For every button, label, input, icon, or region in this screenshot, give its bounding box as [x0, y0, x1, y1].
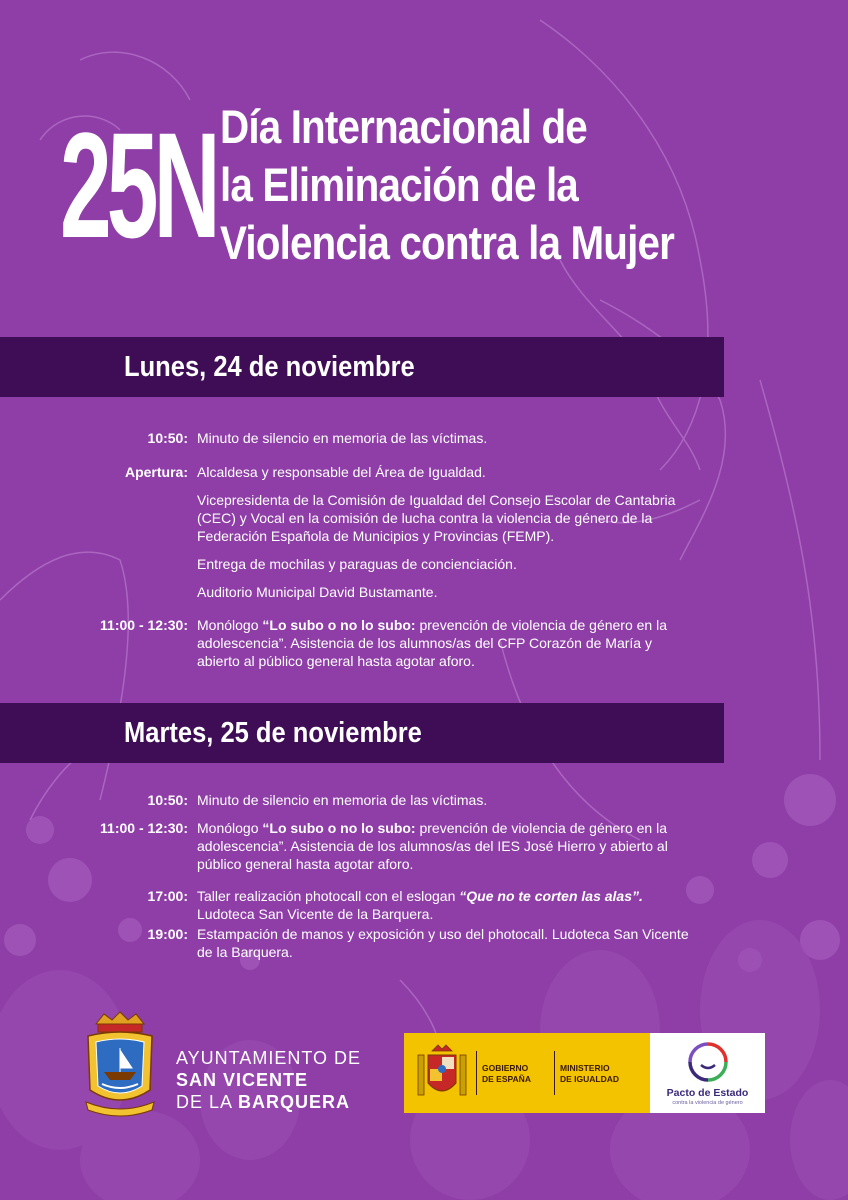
- event-row: [0, 583, 848, 601]
- event-row: [0, 887, 848, 923]
- gobierno-espana-logo: [404, 1033, 650, 1113]
- event-text: [197, 819, 697, 873]
- event-time: 17:00:: [147, 888, 188, 904]
- event-text-part: Monólogo: [197, 617, 263, 633]
- event-text: Minuto de silencio en memoria de las víctimas.: [197, 430, 488, 446]
- day-label: Martes, 25 de noviembre: [124, 717, 422, 749]
- event-text: Auditorio Municipal David Bustamante.: [197, 584, 438, 600]
- ayuntamiento-line-part: DE LA: [176, 1092, 239, 1112]
- event-time: 19:00:: [147, 926, 188, 942]
- tuesday-program: [0, 791, 848, 961]
- gobierno-text: DE ESPAÑA: [482, 1074, 531, 1084]
- ayuntamiento-logo-text: [176, 1047, 361, 1113]
- event-row: [0, 616, 848, 670]
- gobierno-text: MINISTERIO: [560, 1063, 610, 1073]
- event-text-part: Taller realización photocall con el eslogan: [197, 888, 460, 904]
- event-text: [197, 616, 697, 670]
- spain-coat-of-arms-icon: [416, 1043, 468, 1105]
- gobierno-col2: [560, 1063, 619, 1085]
- day-header-monday: [0, 337, 724, 397]
- gobierno-col1: [482, 1063, 531, 1085]
- event-text: Alcaldesa y responsable del Área de Igualdad.: [197, 464, 486, 480]
- event-text: Minuto de silencio en memoria de las víctimas.: [197, 792, 488, 808]
- pacto-subtitle: contra la violencia de género: [672, 1100, 743, 1106]
- coat-of-arms-logo: [82, 1010, 158, 1120]
- title-line: la Eliminación de la: [220, 158, 578, 211]
- event-text-part: Ludoteca San Vicente de la Barquera.: [197, 906, 434, 922]
- event-text-part: Monólogo: [197, 820, 263, 836]
- event-row: [0, 555, 848, 573]
- gobierno-text: DE IGUALDAD: [560, 1074, 620, 1084]
- event-text-bold: “Lo subo o no lo subo:: [262, 820, 416, 836]
- event-time: 11:00 - 12:30:: [100, 820, 188, 836]
- ayuntamiento-line: AYUNTAMIENTO DE: [176, 1048, 362, 1068]
- ayuntamiento-line: [176, 1091, 361, 1113]
- pacto-title: Pacto de Estado: [666, 1087, 749, 1099]
- event-time: 10:50:: [147, 430, 188, 446]
- ayuntamiento-line-part: BARQUERA: [238, 1092, 351, 1112]
- event-row: [0, 463, 848, 481]
- monday-program: [0, 429, 848, 670]
- gobierno-text: GOBIERNO: [482, 1063, 529, 1073]
- event-text: Vicepresidenta de la Comisión de Igualdad del Consejo Escolar de Cantabria (CEC) y Vocal en la comisión de lucha contra la violencia de género de la Federación Española de Municipios y Provincias (FEMP).: [197, 492, 676, 544]
- event-time: 11:00 - 12:30:: [100, 617, 188, 633]
- event-text: Entrega de mochilas y paraguas de concienciación.: [197, 556, 517, 572]
- event-time: Apertura:: [124, 464, 188, 480]
- event-text: Estampación de manos y exposición y uso del photocall. Ludoteca San Vicente de la Barquera.: [197, 926, 689, 960]
- day-label: Lunes, 24 de noviembre: [124, 351, 415, 383]
- title-line: Día Internacional de: [220, 100, 587, 153]
- pacto-de-estado-logo: [650, 1033, 765, 1113]
- event-row: [0, 791, 848, 809]
- event-text-part: prevención de violencia de género en la adolescencia”. Asistencia de los alumnos/as del IES José Hierro y abierto al público general hasta agotar aforo.: [197, 820, 668, 872]
- event-row: [0, 491, 848, 545]
- event-time: 10:50:: [147, 792, 188, 808]
- page-title: [220, 98, 820, 272]
- pacto-circle-icon: [687, 1041, 729, 1083]
- event-text-bold: “Lo subo o no lo subo:: [262, 617, 416, 633]
- event-row: [0, 819, 848, 873]
- event-row: [0, 925, 848, 961]
- event-row: [0, 429, 848, 447]
- event-text: [197, 887, 697, 923]
- title-line: Violencia contra la Mujer: [220, 216, 674, 269]
- big-25n-label: 25N: [60, 101, 216, 269]
- day-header-tuesday: [0, 703, 724, 763]
- ayuntamiento-line: SAN VICENTE: [176, 1070, 309, 1090]
- event-text-italic: “Que no te corten las alas”.: [459, 888, 643, 904]
- event-text-part: prevención de violencia de género en la adolescencia”. Asistencia de los alumnos/as del CFP Corazón de María y abierto al público general hasta agotar aforo.: [197, 617, 667, 669]
